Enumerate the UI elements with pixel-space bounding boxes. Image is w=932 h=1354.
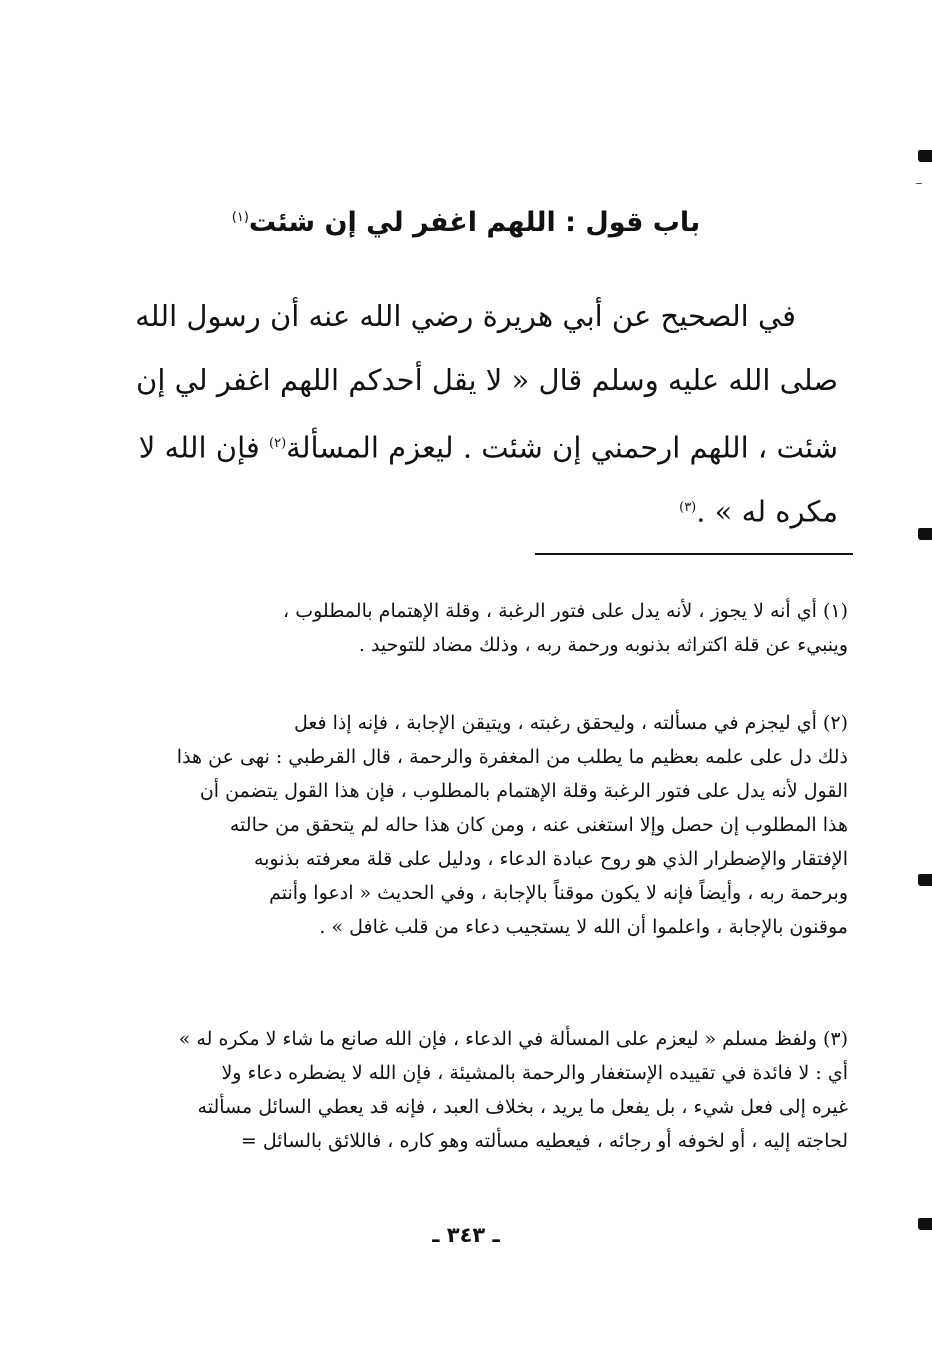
binding-mark bbox=[918, 874, 932, 886]
margin-tick bbox=[916, 183, 922, 184]
footnote-line: هذا المطلوب إن حصل وإلا استغنى عنه ، ومن كان هذا حاله لم يتحقق من حالته bbox=[229, 814, 848, 836]
binding-mark bbox=[918, 528, 932, 540]
chapter-title bbox=[120, 196, 812, 245]
text-line: في الصحيح عن أبي هريرة رضي الله عنه أن رسول الله bbox=[135, 299, 796, 333]
page-number: ـ ٣٤٣ ـ bbox=[432, 1223, 500, 1247]
text-line bbox=[108, 412, 838, 476]
footnote-1 bbox=[118, 594, 848, 662]
text-segment: فإن الله لا bbox=[138, 430, 269, 465]
text-segment: مكره له » . bbox=[696, 494, 838, 529]
footnote-line: (٣) ولفظ مسلم « ليعزم على المسألة في الدعاء ، فإن الله صانع ما شاء لا مكره له » bbox=[178, 1028, 848, 1050]
footnote-line: الإفتقار والإضطرار الذي هو روح عبادة الدعاء ، ودليل على قلة معرفته بذنوبه bbox=[253, 848, 848, 870]
text-line bbox=[108, 476, 838, 540]
footnote-ref: (٣) bbox=[679, 500, 697, 515]
footnote-line: أي : لا فائدة في تقييده الإستغفار والرحمة بالمشيئة ، فإن الله لا يضطره دعاء ولا bbox=[221, 1062, 848, 1084]
footnote-ref: (٢) bbox=[269, 436, 287, 451]
hadith-text bbox=[108, 284, 838, 540]
binding-mark bbox=[918, 150, 932, 162]
footnote-separator bbox=[535, 553, 853, 555]
chapter-title-text: باب قول : اللهم اغفر لي إن شئت bbox=[248, 207, 701, 238]
footnote-2 bbox=[118, 706, 848, 944]
footnote-line: وبرحمة ربه ، وأيضاً فإنه لا يكون موقناً بالإجابة ، وفي الحديث « ادعوا وأنتم bbox=[269, 882, 848, 904]
footnote-line: القول لأنه يدل على فتور الرغبة وقلة الإهتمام بالمطلوب ، فإن هذا القول يتضمن أن bbox=[199, 780, 848, 802]
footnote-line: موقنون بالإجابة ، واعلموا أن الله لا يستجيب دعاء من قلب غافل » . bbox=[319, 916, 848, 938]
chapter-footnote-ref: (١) bbox=[231, 210, 249, 225]
footnote-line: لحاجته إليه ، أو لخوفه أو رجائه ، فيعطيه مسألته وهو كاره ، فاللائق بالسائل = bbox=[240, 1130, 848, 1152]
footnote-3 bbox=[118, 1022, 848, 1158]
footnote-line: ذلك دل على علمه بعظيم ما يطلب من المغفرة والرحمة ، قال القرطبي : نهى عن هذا bbox=[176, 746, 848, 768]
footnote-line: غيره إلى فعل شيء ، بل يفعل ما يريد ، بخلاف العبد ، فإنه قد يعطي السائل مسألته bbox=[197, 1096, 848, 1118]
text-segment: شئت ، اللهم ارحمني إن شئت . ليعزم المسألة bbox=[286, 430, 838, 465]
footnote-line: (٢) أي ليجزم في مسألته ، وليحقق رغبته ، ويتيقن الإجابة ، فإنه إذا فعل bbox=[293, 712, 848, 734]
footnote-line: (١) أي أنه لا يجوز ، لأنه يدل على فتور الرغبة ، وقلة الإهتمام بالمطلوب ، bbox=[283, 600, 848, 622]
text-line: صلى الله عليه وسلم قال « لا يقل أحدكم اللهم اغفر لي إن bbox=[136, 363, 838, 397]
footnote-line: وينبيء عن قلة اكتراثه بذنوبه ورحمة ربه ، وذلك مضاد للتوحيد . bbox=[358, 634, 848, 656]
binding-mark bbox=[918, 1218, 932, 1230]
